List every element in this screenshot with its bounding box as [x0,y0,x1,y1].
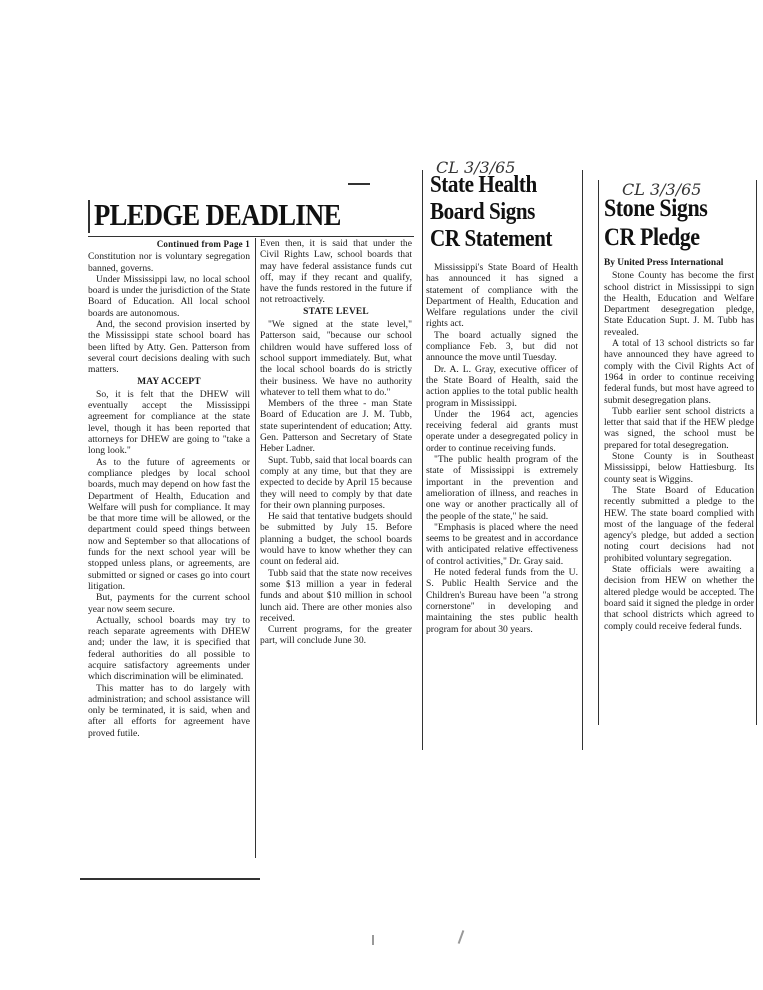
handwritten-date-1: CL 3/3/65 [436,158,516,177]
paragraph: Supt. Tubb, said that local boards can comply at any time, but that they are expected to decide by April 15 because they will need to comply by that date for their own planning purposes. [260,454,412,511]
headline-line: Stone Signs [604,195,708,222]
paragraph: But, payments for the current school year now seem secure. [88,592,250,615]
paragraph: So, it is felt that the DHEW will eventually accept the Mississippi agreement for compliance at the state level, though it has been reported that attorneys for DHEW are going to "take a long look." [88,388,250,457]
headline-line: CR Statement [430,226,553,252]
paragraph: He noted federal funds from the U. S. Public Health Service and the Children's Bureau have been "a strong cornerstone" in developing and maintaining the stes public health program for about 30 years. [426,567,578,635]
headline-pledge-deadline: PLEDGE DEADLINE [94,197,341,232]
paragraph: Constitution nor is voluntary segregation banned, governs. [88,251,250,274]
paragraph: Dr. A. L. Gray, executive officer of the State Board of Health, said the action applies to the total public health program in Mississippi. [426,363,578,409]
article-left-rule [422,170,423,750]
paragraph: Stone County is in Southeast Mississippi, below Hattiesburg. Its county seat is Wiggins. [604,451,754,485]
headline-line: State Health [430,172,537,198]
paragraph: Tubb said that the state now receives some $13 million a year in federal funds and about $10 million in school lunch aid. There are other monies also received. [260,567,412,624]
paragraph: Stone County has become the first school district in Mississippi to sign the Health, Education and Welfare Department desegregation pledge, State Education Supt. J. M. Tubb has revealed. [604,270,754,338]
paragraph: This matter has to do largely with administration; and school assistance will only be terminated, it is said, when and after all efforts for agreement have proved futile. [88,682,250,739]
headline-rule [88,236,414,237]
paragraph: As to the future of agreements or compliance pledges by local school boards, much may depend on how fast the Department of Health, Education and Welfare will push for compliance. It may be that more time will be allowed, or the department could speed things between now and September so that allocations of funds for the next school year will be stopped unless plans, or agreements, are submitted or signed or cases go into court litigation. [88,456,250,592]
article2-body [426,262,578,635]
paragraph: "The public health program of the state of Mississippi is extremely important in the prevention and amelioration of illness, and reaches in one way or another practically all of the people of the state," he said. [426,454,578,522]
clip-mark [348,183,370,185]
article-bottom-rule [80,878,260,880]
article-right-rule [582,170,583,750]
paragraph: "Emphasis is placed where the need seems to be greatest and in accordance with anticipated relative effectiveness of control activities," Dr. Gray said. [426,521,578,567]
article1-column-1 [88,238,250,739]
article-left-rule [598,180,599,725]
paragraph: He said that tentative budgets should be submitted by July 15. Before planning a budget, the school boards would have to know whether they can count on federal aid. [260,511,412,568]
paragraph: Even then, it is said that under the Civil Rights Law, school boards that may have federal assistance funds cut off, may if they recant and qualify, have the funds restored in the future if not retroactively. [260,238,412,306]
paragraph: "We signed at the state level," Patterson said, "because our school children would have suffered loss of school support immediately. But, what the local school boards do is strictly their business. We have no authority whatever to tell them what to do." [260,319,412,398]
article-stone-signs [594,180,758,740]
paragraph: The State Board of Education recently submitted a pledge to the HEW. The state board complied with most of the language of the federal agency's pledge, but added a section noting court decisions had not prohibited voluntary segregation. [604,484,754,564]
paragraph: Members of the three - man State Board of Education are J. M. Tubb, state superintendent of education; Atty. Gen. Patterson and Secretary of State Heber Ladner. [260,398,412,455]
article1-column-2 [260,238,412,647]
stray-mark [458,930,465,944]
handwritten-date-2: CL 3/3/65 [622,180,702,199]
headline-line: CR Pledge [604,224,700,251]
paragraph: Under the 1964 act, agencies receiving federal aid grants must operate under a desegregated policy in order to continue receiving funds. [426,408,578,454]
byline: By United Press International [604,258,724,268]
stray-mark [372,935,374,945]
paragraph: Under Mississippi law, no local school board is under the jurisdiction of the State Board of Education. All local school boards are autonomous. [88,273,250,319]
article-pledge-deadline [80,190,415,880]
paragraph: Current programs, for the greater part, will conclude June 30. [260,624,412,647]
column-divider [255,238,256,858]
article-state-health [418,170,586,770]
paragraph: And, the second provision inserted by the Mississippi state school board has been lifted by Atty. Gen. Patterson from several court decisions dealing with such matters. [88,319,250,376]
headline-stone-signs [604,194,745,252]
continued-line: Continued from Page 1 [156,239,250,249]
headline-line: Board Signs [430,199,535,225]
paragraph: Mississippi's State Board of Health has announced it has signed a statement of compliance with the Department of Health, Education and Welfare regulations under the civil rights act. [426,262,578,330]
subhead-state-level: STATE LEVEL [303,306,369,317]
paragraph: The board actually signed the compliance Feb. 3, but did not announce the move until Tuesday. [426,329,578,364]
paragraph: State officials were awaiting a decision from HEW on whether the altered pledge would be accepted. The board said it signed the pledge in order that school districts which agreed to comply could receive federal funds. [604,564,754,632]
article-right-rule [756,180,757,725]
headline-state-health [430,172,571,253]
subhead-may-accept: MAY ACCEPT [137,376,201,387]
article3-body [604,258,754,632]
paragraph: Tubb earlier sent school districts a letter that said that if the HEW pledge was signed, the school must be prepared for total desegregation. [604,405,754,451]
paragraph: Actually, school boards may try to reach separate agreements with DHEW and; under the law, it is specified that federal authorities do all possible to acquire satisfactory agreements under which discrimination will be eliminated. [88,614,250,683]
article-left-rule [88,200,90,233]
paragraph: A total of 13 school districts so far have announced they have agreed to comply with the Civil Rights Act of 1964 in order to continue receiving federal funds, but most have agreed to submit desegregation plans. [604,338,754,406]
